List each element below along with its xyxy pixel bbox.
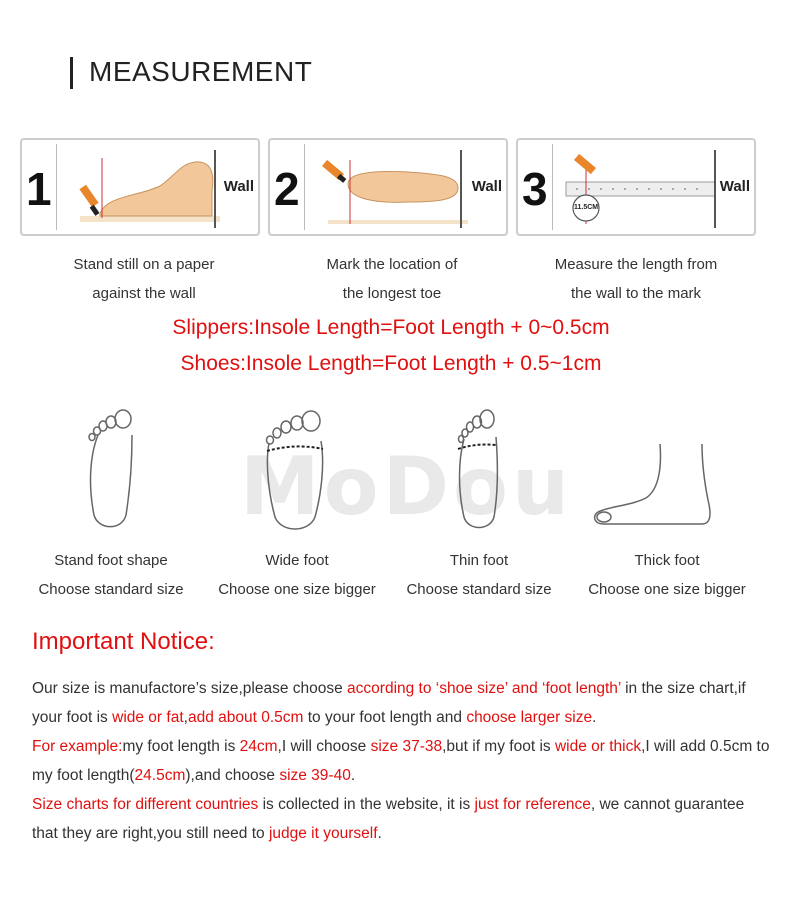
body-text: to your foot length and (303, 709, 467, 726)
caption-line: Measure the length from (554, 256, 718, 273)
ruler-mark-label: 11.5CM (574, 204, 599, 211)
wall-line (714, 150, 716, 228)
wall-label: Wall (471, 178, 502, 195)
body-text: , (183, 709, 188, 726)
caption-line: Stand still on a paper (73, 256, 215, 273)
wall-line (214, 150, 216, 228)
wide-foot-icon (255, 405, 335, 535)
foot-type-advice: Choose standard size (406, 581, 552, 598)
thin-foot-icon (440, 405, 520, 535)
step-divider (304, 144, 305, 230)
caption-line: the wall to the mark (570, 285, 702, 302)
notice-paragraph (32, 674, 772, 732)
body-text: , we cannot guarantee that they are right,you still need to (32, 796, 745, 842)
header-accent-bar (70, 57, 73, 89)
wall-line (460, 150, 462, 228)
step-1-number: 1 (26, 163, 52, 215)
wall-label: Wall (223, 178, 254, 195)
step-2-caption (268, 250, 516, 308)
body-text: . (350, 767, 356, 784)
highlighted-text: 24cm (239, 738, 278, 755)
highlighted-text: judge it yourself (268, 825, 378, 842)
body-text: ,but if my foot is (442, 738, 555, 755)
notice-title: Important Notice: (32, 628, 215, 655)
caption-line: Mark the location of (326, 256, 458, 273)
highlighted-text: choose larger size (466, 709, 593, 726)
wall-label: Wall (719, 178, 750, 195)
highlighted-text: wide or fat (112, 709, 184, 726)
shoes-formula: Shoes:Insole Length=Foot Length + 0.5~1cm (180, 352, 602, 375)
body-text: Our size is manufactore’s size,please choose (32, 680, 348, 697)
highlighted-text: For example: (32, 738, 123, 755)
step-3-number: 3 (522, 163, 548, 215)
highlighted-text: Size charts for different countries (32, 796, 259, 813)
foot-type-advice: Choose standard size (38, 581, 184, 598)
highlighted-text: just for reference (474, 796, 591, 813)
foot-type-name: Thin foot (449, 552, 509, 569)
step-divider (552, 144, 553, 230)
foot-type-thick (572, 546, 762, 604)
foot-on-paper-illustration (60, 146, 220, 230)
step-1-caption (20, 250, 268, 308)
body-text: . (377, 825, 382, 842)
step-divider (56, 144, 57, 230)
foot-type-thin (384, 546, 574, 604)
caption-line: against the wall (92, 285, 196, 302)
step-1-panel (20, 138, 260, 236)
foot-type-standard (16, 546, 206, 604)
highlighted-text: size 39-40 (279, 767, 351, 784)
standard-foot-icon (70, 405, 150, 535)
body-text: ,I will add 0.5cm to my foot length( (32, 738, 770, 784)
step-3-panel (516, 138, 756, 236)
step-3-caption (512, 250, 760, 308)
foot-type-advice: Choose one size bigger (588, 581, 746, 598)
highlighted-text: add about 0.5cm (187, 709, 304, 726)
notice-body (32, 674, 772, 848)
highlighted-text: size 37-38 (370, 738, 443, 755)
slippers-formula: Slippers:Insole Length=Foot Length + 0~0.5cm (172, 316, 610, 339)
body-text: ),and choose (185, 767, 280, 784)
foot-type-name: Stand foot shape (54, 552, 168, 569)
body-text: ,I will choose (277, 738, 371, 755)
step-2-number: 2 (274, 163, 300, 215)
foot-type-name: Thick foot (634, 552, 700, 569)
highlighted-text: according to ‘shoe size’ and ‘foot length’ (347, 680, 621, 697)
notice-paragraph (32, 790, 772, 848)
ruler-measure-illustration (556, 146, 716, 230)
body-text: my foot length is (122, 738, 240, 755)
body-text: . (592, 709, 597, 726)
body-text: is collected in the website, it is (258, 796, 475, 813)
foot-type-wide (202, 546, 392, 604)
notice-paragraph (32, 732, 772, 790)
highlighted-text: wide or thick (554, 738, 642, 755)
thick-foot-icon (590, 440, 720, 530)
foot-type-name: Wide foot (265, 552, 329, 569)
mark-toe-illustration (308, 146, 468, 230)
body-text: in the size chart,if your foot is (32, 680, 746, 726)
step-2-panel (268, 138, 508, 236)
foot-type-advice: Choose one size bigger (218, 581, 376, 598)
brand-watermark: MoDou (240, 440, 573, 533)
highlighted-text: 24.5cm (134, 767, 186, 784)
page-title: MEASUREMENT (89, 56, 313, 87)
caption-line: the longest toe (342, 285, 442, 302)
